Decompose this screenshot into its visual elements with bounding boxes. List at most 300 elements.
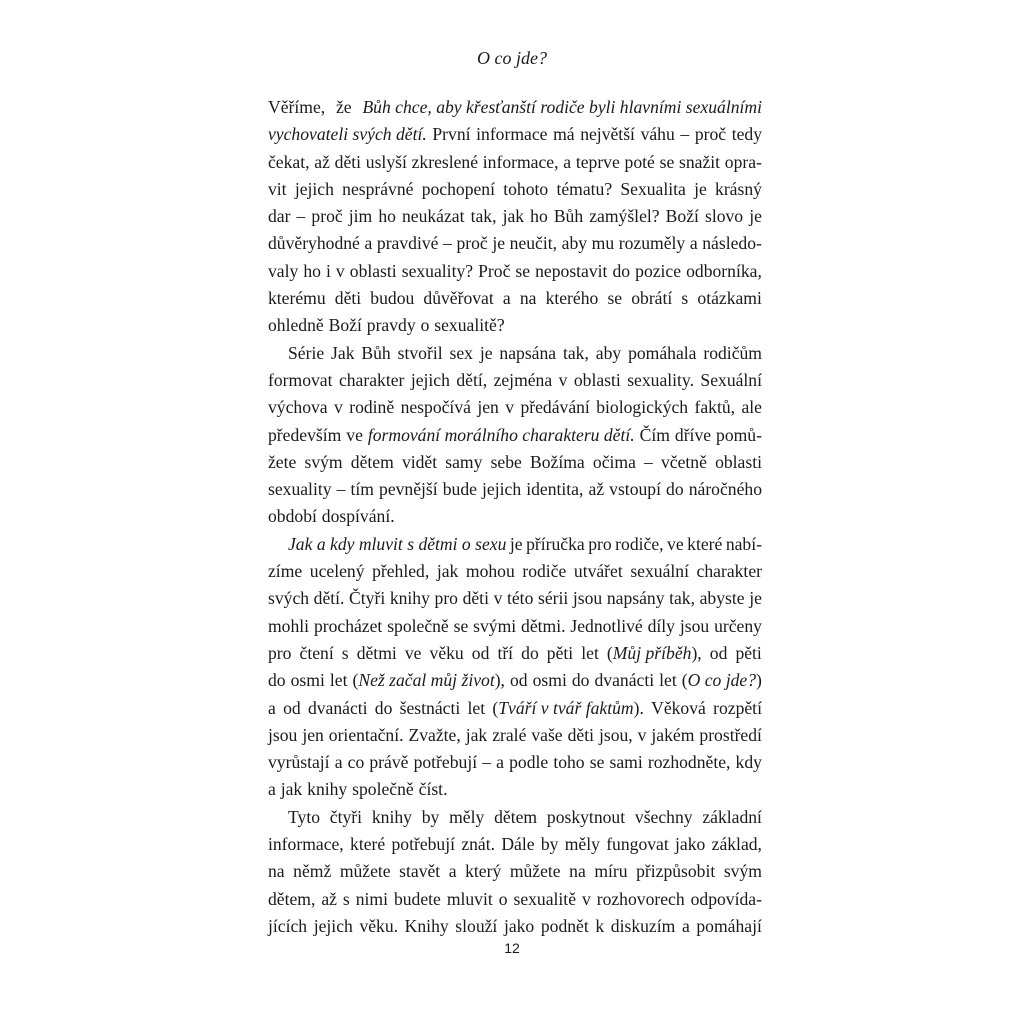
word [310, 558, 365, 585]
word [268, 121, 427, 148]
text-fragment: sexualitě [513, 888, 577, 909]
text-fragment: charakter [338, 369, 405, 390]
text-fragment: je [749, 206, 762, 227]
word [283, 695, 301, 722]
word [268, 776, 276, 803]
text-fragment: ucelený [309, 561, 365, 582]
word [638, 722, 647, 749]
text-fragment: zejména [493, 369, 553, 390]
text-fragment: od [709, 642, 728, 663]
word [349, 585, 385, 612]
word [372, 804, 412, 831]
text-fragment: První [432, 124, 471, 145]
word [304, 449, 342, 476]
text-fragment: informace, [482, 151, 559, 172]
text-fragment: společně [352, 779, 414, 800]
text-fragment: přehled, [372, 561, 430, 582]
word [461, 831, 495, 858]
text-fragment: všechny [634, 806, 693, 827]
text-fragment: Jednotlivé [570, 615, 643, 636]
text-fragment: let [329, 670, 348, 691]
text-fragment: pro [434, 588, 458, 609]
word [749, 203, 762, 230]
word [422, 804, 440, 831]
text-fragment: rozuměly [618, 233, 686, 254]
text-line [268, 340, 762, 367]
text-fragment: krásný [715, 178, 762, 199]
text-fragment: čtení [299, 642, 334, 663]
text-fragment: ( [681, 670, 688, 691]
text-fragment: míru [594, 861, 628, 882]
word [350, 831, 385, 858]
text-fragment: ale [741, 397, 762, 418]
word [620, 176, 685, 203]
text-fragment: má [553, 124, 575, 145]
text-fragment: biologických [596, 397, 689, 418]
word [588, 476, 604, 503]
italic-text: vychovateli svých dětí. [268, 124, 427, 145]
word [455, 913, 497, 940]
word [405, 640, 422, 667]
word [515, 258, 530, 285]
text-fragment: napsána [499, 342, 557, 363]
text-fragment: sexuální [630, 561, 689, 582]
word [494, 367, 553, 394]
text-fragment: mu [591, 233, 615, 254]
text-fragment: měly [564, 834, 600, 855]
text-line [268, 722, 762, 749]
word [547, 804, 625, 831]
word [352, 776, 414, 803]
word [686, 258, 762, 285]
text-fragment: děti [462, 588, 489, 609]
word [329, 312, 362, 339]
text-fragment: – [336, 479, 346, 500]
text-fragment: důvěryhodné [268, 233, 360, 254]
text-fragment: a [502, 288, 511, 309]
word [379, 476, 438, 503]
italic-text: Tváří v tvář faktům [498, 697, 634, 718]
word [368, 422, 635, 449]
word [268, 449, 296, 476]
word [329, 722, 404, 749]
word [334, 394, 343, 421]
word [268, 394, 328, 421]
text-fragment: budou [370, 288, 415, 309]
text-fragment: svými [473, 615, 517, 636]
word [398, 340, 443, 367]
word [611, 913, 676, 940]
text-line [268, 203, 762, 230]
text-fragment: diskuzím [610, 915, 676, 936]
word [710, 640, 728, 667]
text-fragment: ), [691, 642, 702, 663]
text-fragment: včetně [661, 451, 707, 472]
word [268, 176, 287, 203]
word [538, 585, 568, 612]
word [268, 640, 291, 667]
text-fragment: pochopení [421, 178, 495, 199]
text-fragment: snažit [679, 151, 721, 172]
text-fragment: tím [350, 479, 374, 500]
text-fragment: o [498, 888, 508, 909]
word [666, 476, 684, 503]
word [576, 149, 620, 176]
word [394, 886, 441, 913]
text-fragment: až [314, 151, 330, 172]
word [554, 203, 583, 230]
text-fragment: pomů- [716, 424, 762, 445]
text-fragment: neučit, [509, 233, 558, 254]
text-fragment: největší [580, 124, 635, 145]
text-fragment: aby [561, 233, 588, 254]
word [419, 776, 448, 803]
word [268, 667, 286, 694]
word [402, 449, 437, 476]
word [466, 722, 488, 749]
body-text [268, 94, 762, 940]
text-fragment: je [479, 342, 493, 363]
text-fragment: odpovída- [690, 888, 762, 909]
text-line [268, 422, 762, 449]
text-fragment: šestnácti [399, 697, 461, 718]
text-fragment: neukázat [401, 206, 465, 227]
text-fragment: v [334, 397, 343, 418]
text-fragment: jících [268, 915, 308, 936]
text-fragment: – [443, 233, 452, 254]
word [401, 394, 471, 421]
word [509, 749, 548, 776]
italic-text: Než začal můj život [358, 670, 495, 691]
text-fragment: valy [268, 260, 299, 281]
text-fragment: čekat, [268, 151, 310, 172]
word [680, 613, 709, 640]
word [336, 258, 345, 285]
text-fragment: opra- [724, 151, 762, 172]
text-fragment: knihy [371, 806, 412, 827]
text-fragment: tedy [731, 124, 762, 145]
word [735, 640, 761, 667]
text-fragment: rozpětí [713, 697, 762, 718]
text-fragment: mluvit [446, 888, 493, 909]
word [607, 640, 702, 667]
text-fragment: váhu [640, 124, 675, 145]
text-fragment: potřebují [413, 752, 478, 773]
text-fragment: čtyři [329, 806, 363, 827]
italic-text: Bůh chce, aby křesťanští rodiče byli hlavními sexuálními [362, 97, 762, 117]
word [335, 285, 361, 312]
text-fragment: osmi [290, 670, 325, 691]
word [387, 613, 449, 640]
text-fragment: proč [694, 124, 727, 145]
word [421, 312, 430, 339]
word [311, 203, 342, 230]
word [574, 558, 623, 585]
word [268, 94, 325, 121]
text-fragment: se [589, 752, 605, 773]
text-fragment: jen [302, 724, 324, 745]
text-line [268, 858, 762, 885]
text-fragment: děti [334, 288, 362, 309]
word [594, 858, 627, 885]
text-line [268, 531, 762, 558]
text-fragment: Věříme, [268, 97, 326, 117]
word [651, 695, 706, 722]
word [353, 667, 505, 694]
word [295, 176, 334, 203]
word [297, 203, 306, 230]
word [553, 749, 584, 776]
text-fragment: obrátí [631, 288, 673, 309]
italic-text: Jak a kdy mluvit s dětmi o sexu [288, 533, 507, 554]
word [724, 858, 762, 885]
word [694, 176, 707, 203]
text-fragment: jak [502, 206, 525, 227]
text-fragment: ), [494, 670, 505, 691]
text-fragment: základ, [711, 834, 762, 855]
text-fragment: dvanácti [594, 670, 655, 691]
word [510, 531, 523, 558]
word [367, 312, 416, 339]
word [466, 558, 515, 585]
text-fragment: informace, [268, 834, 344, 855]
text-fragment: sami [609, 752, 643, 773]
word [482, 749, 491, 776]
word [682, 913, 690, 940]
text-line [268, 258, 762, 285]
word [636, 858, 715, 885]
word [482, 476, 521, 503]
word [268, 585, 309, 612]
italic-text: O co jde? [687, 670, 757, 691]
word [607, 585, 665, 612]
text-fragment: dar [268, 206, 291, 227]
text-fragment: informace [476, 124, 548, 145]
word [640, 422, 670, 449]
text-fragment: přizpůsobit [636, 861, 716, 882]
word [281, 776, 303, 803]
word [331, 340, 354, 367]
word [473, 613, 516, 640]
word [476, 121, 547, 148]
word [435, 585, 458, 612]
word [478, 258, 510, 285]
text-fragment: tak, [470, 206, 497, 227]
word [492, 722, 526, 749]
word [736, 749, 762, 776]
word [494, 585, 503, 612]
text-fragment: by [421, 806, 440, 827]
text-fragment: proč [456, 233, 488, 254]
text-fragment: rozhodněte, [647, 752, 731, 773]
text-fragment: ). [633, 697, 644, 718]
text-fragment: a [268, 779, 276, 800]
word [268, 613, 309, 640]
word [447, 886, 493, 913]
word [288, 531, 506, 558]
text-fragment: na [268, 861, 285, 882]
word [501, 831, 534, 858]
word [648, 749, 731, 776]
text-fragment: co [347, 752, 365, 773]
word [691, 886, 762, 913]
text-fragment: v [637, 724, 647, 745]
word [480, 340, 493, 367]
word [335, 149, 361, 176]
word [300, 640, 334, 667]
word [449, 858, 457, 885]
word [675, 831, 705, 858]
word [491, 449, 522, 476]
text-fragment: pěti [735, 642, 762, 663]
text-fragment: o [420, 315, 430, 336]
text-fragment: ho [303, 260, 321, 281]
word [268, 285, 326, 312]
word [342, 640, 349, 667]
text-fragment: němž [293, 861, 332, 882]
word [593, 449, 636, 476]
text-fragment: období [268, 506, 317, 527]
text-fragment: na [519, 288, 537, 309]
text-fragment: do [374, 697, 393, 718]
word [648, 613, 675, 640]
text-fragment: by [540, 834, 559, 855]
text-fragment: jejich [313, 915, 353, 936]
word [568, 722, 594, 749]
word [288, 340, 324, 367]
word [588, 531, 611, 558]
text-fragment: v [493, 588, 503, 609]
text-fragment: zralé [492, 724, 527, 745]
text-fragment: budete [393, 888, 441, 909]
text-fragment: oblasti [349, 260, 397, 281]
word [409, 722, 461, 749]
text-fragment: rodině [349, 397, 395, 418]
text-fragment: sexuality. [627, 369, 694, 390]
text-fragment: a [268, 697, 276, 718]
page-number: 12 [504, 940, 520, 956]
text-line [268, 585, 762, 612]
word [268, 558, 302, 585]
word [660, 149, 675, 176]
text-fragment: a [334, 752, 343, 773]
word [690, 230, 698, 257]
text-fragment: rodičům [703, 342, 762, 363]
word [572, 667, 590, 694]
word [606, 831, 669, 858]
word [574, 367, 621, 394]
word [715, 449, 762, 476]
word [349, 203, 372, 230]
word [702, 230, 762, 257]
text-fragment: uslyší [365, 151, 407, 172]
word [314, 585, 345, 612]
text-fragment: jako [503, 915, 535, 936]
word [326, 258, 331, 285]
text-fragment: a [496, 752, 504, 773]
text-line [268, 476, 762, 503]
word [570, 613, 642, 640]
text-fragment: můžete [339, 861, 391, 882]
text-line [268, 230, 762, 257]
text-fragment: jsou [572, 588, 603, 609]
text-fragment: oblasti [715, 451, 762, 472]
word [556, 176, 612, 203]
text-fragment: podnět [540, 915, 589, 936]
word [573, 585, 602, 612]
word [340, 858, 391, 885]
text-fragment: mohli [268, 615, 310, 636]
text-fragment: očima [592, 451, 636, 472]
word [553, 121, 575, 148]
word [559, 367, 568, 394]
word [563, 149, 571, 176]
word [402, 258, 473, 285]
word [541, 831, 559, 858]
text-fragment: výchova [268, 397, 328, 418]
word [635, 804, 693, 831]
text-fragment: do [521, 642, 539, 663]
word [503, 285, 511, 312]
word [741, 394, 762, 421]
word [630, 558, 689, 585]
text-fragment: tak, [562, 342, 589, 363]
text-line [268, 667, 762, 694]
word [526, 476, 583, 503]
text-fragment: toho [553, 752, 585, 773]
word [531, 722, 562, 749]
text-fragment: kterého [545, 288, 599, 309]
text-fragment: – [482, 752, 492, 773]
word [477, 394, 499, 421]
text-fragment: ve [404, 642, 422, 663]
word [422, 176, 495, 203]
word [569, 858, 586, 885]
text-fragment: děti [567, 724, 594, 745]
word [423, 285, 493, 312]
text-fragment: slovo [704, 206, 744, 227]
text-fragment: pro [268, 642, 292, 663]
word [687, 531, 722, 558]
text-fragment: s [681, 288, 689, 309]
italic-text: formování morálního charakteru dětí. [367, 424, 635, 445]
text-fragment: do [666, 479, 684, 500]
text-fragment: nabí- [725, 533, 762, 554]
word [336, 94, 352, 121]
text-fragment: jejich [410, 369, 450, 390]
word [400, 695, 461, 722]
text-fragment: potřebují [391, 834, 456, 855]
word [510, 858, 561, 885]
text-fragment: následo- [702, 233, 762, 254]
text-fragment: v [558, 369, 568, 390]
word [405, 913, 449, 940]
text-fragment: ve [346, 424, 363, 445]
text-fragment: dětí, [456, 369, 488, 390]
word [510, 667, 528, 694]
text-fragment: rodiče [522, 561, 567, 582]
word [314, 613, 382, 640]
word [631, 285, 672, 312]
word [343, 886, 350, 913]
text-fragment: svých [268, 588, 310, 609]
word [503, 176, 548, 203]
word [330, 667, 348, 694]
text-fragment: sebe [490, 451, 522, 472]
word [503, 203, 525, 230]
text-line [268, 449, 762, 476]
text-fragment: náročného [688, 479, 762, 500]
